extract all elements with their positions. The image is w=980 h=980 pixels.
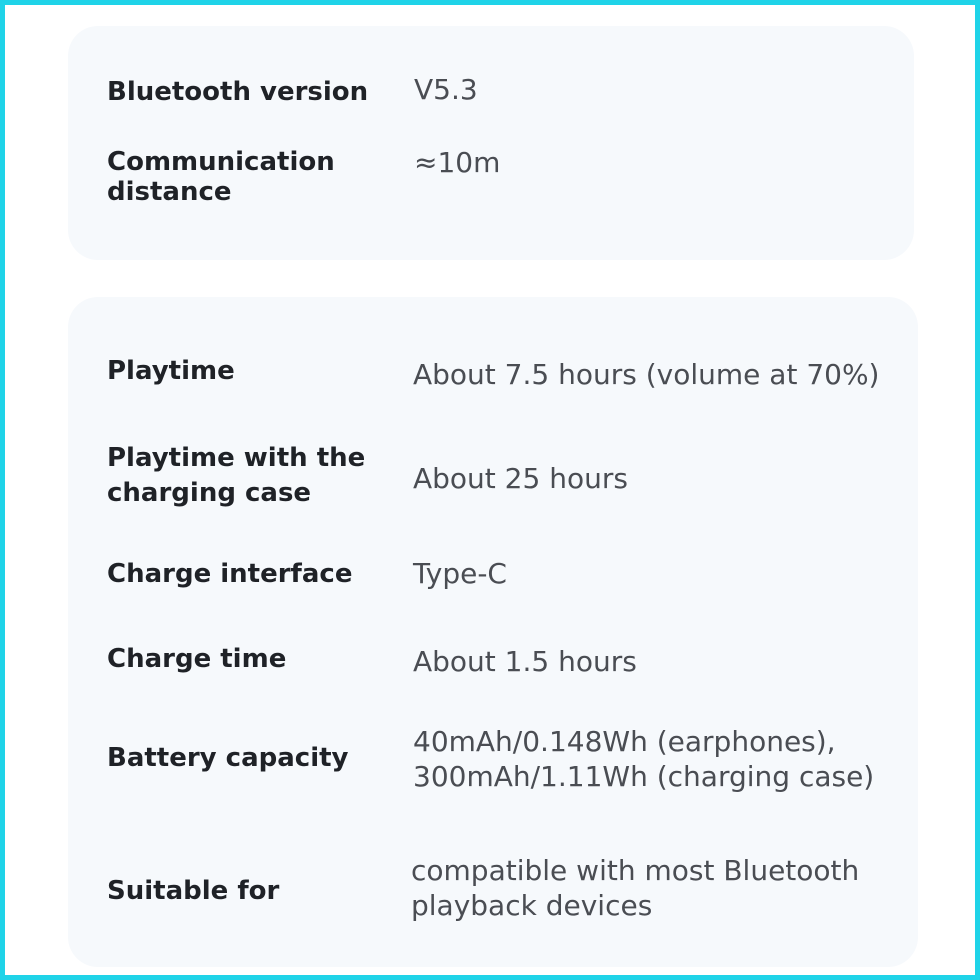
spec-value-playtime-with-case: About 25 hours — [413, 462, 628, 495]
spec-label-suitable-for: Suitable for — [107, 876, 280, 906]
connectivity-card — [68, 26, 914, 260]
spec-label-playtime: Playtime — [107, 356, 235, 386]
spec-value-charge-interface: Type-C — [413, 557, 507, 590]
spec-value-suitable-for: compatible with most Bluetooth playback devices — [411, 854, 860, 922]
spec-value-communication-distance: ≈10m — [414, 146, 501, 179]
spec-label-battery-capacity: Battery capacity — [107, 743, 349, 773]
spec-label-communication-distance: Communication distance — [107, 147, 335, 207]
spec-label-bluetooth-version: Bluetooth version — [107, 77, 369, 107]
spec-value-bluetooth-version: V5.3 — [414, 73, 478, 106]
spec-label-charge-interface: Charge interface — [107, 559, 353, 589]
spec-label-playtime-with-case: Playtime with the charging case — [107, 443, 366, 508]
spec-label-charge-time: Charge time — [107, 644, 287, 674]
spec-value-battery-capacity: 40mAh/0.148Wh (earphones), 300mAh/1.11Wh (charging case) — [413, 725, 875, 793]
spec-value-playtime: About 7.5 hours (volume at 70%) — [413, 358, 880, 391]
spec-value-charge-time: About 1.5 hours — [413, 645, 637, 678]
